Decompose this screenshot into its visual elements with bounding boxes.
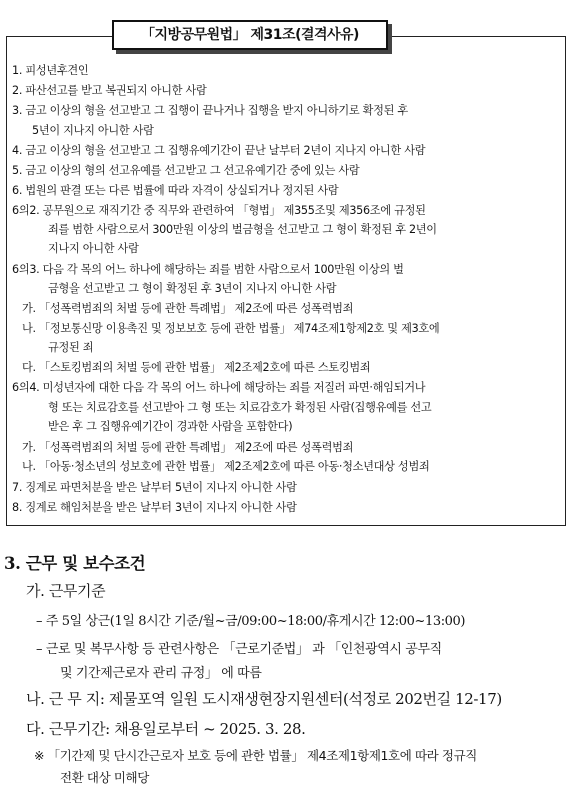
- section-heading: 3. 근무 및 보수조건: [4, 554, 146, 573]
- note-line: ※ 「기간제 및 단시간근로자 보호 등에 관한 법률」 제4조제1항제1호에 따라 정규직: [34, 748, 477, 763]
- box-line: 가. 「성폭력범죄의 처벌 등에 관한 특례법」 제2조에 따른 성폭력범죄: [22, 302, 354, 315]
- box-line: 7. 징계로 파면처분을 받은 날부터 5년이 지나지 아니한 사람: [12, 481, 297, 494]
- box-line: 4. 금고 이상의 형을 선고받고 그 집행유예기간이 끝난 날부터 2년이 지나지 아니한 사람: [12, 144, 426, 157]
- box-line: 1. 피성년후견인: [12, 64, 89, 77]
- box-line: 지나지 아니한 사람: [48, 242, 139, 255]
- box-line: 가. 「성폭력범죄의 처벌 등에 관한 특례법」 제2조에 따른 성폭력범죄: [22, 441, 354, 454]
- box-line: 8. 징계로 해임처분을 받은 날부터 3년이 지나지 아니한 사람: [12, 501, 297, 514]
- box-line: 5년이 지나지 아니한 사람: [32, 124, 154, 137]
- box-line: 나. 「아동·청소년의 성보호에 관한 법률」 제2조제2호에 따른 아동·청소년대상 성범죄: [22, 460, 430, 473]
- note-line-cont: 전환 대상 미해당: [60, 770, 149, 785]
- box-line: 6의4. 미성년자에 대한 다음 각 목의 어느 하나에 해당하는 죄를 저질러 파면·해임되거나: [12, 381, 426, 394]
- bullet-regulations-cont: 및 기간제근로자 관리 규정」 에 따름: [60, 666, 262, 681]
- subsection-ga: 가. 근무기준: [26, 582, 106, 600]
- box-line: 죄를 범한 사람으로서 300만원 이상의 벌금형을 선고받고 그 형이 확정된 후 2년이: [48, 223, 437, 236]
- subsection-da: 다. 근무기간: 채용일로부터 ~ 2025. 3. 28.: [26, 720, 306, 738]
- bullet-regulations: – 근로 및 복무사항 등 관련사항은 「근로기준법」 과 「인천광역시 공무직: [36, 642, 442, 657]
- box-line: 받은 후 그 집행유예기간이 경과한 사람을 포함한다): [48, 420, 293, 433]
- box-line: 2. 파산선고를 받고 복권되지 아니한 사람: [12, 84, 207, 97]
- box-line: 5. 금고 이상의 형의 선고유예를 선고받고 그 선고유예기간 중에 있는 사람: [12, 164, 360, 177]
- box-line: 6. 법원의 판결 또는 다른 법률에 따라 자격이 상실되거나 정지된 사람: [12, 184, 339, 197]
- box-line: 규정된 죄: [48, 341, 94, 354]
- box-line: 형 또는 치료감호를 선고받아 그 형 또는 치료감호가 확정된 사람(집행유예를 선고: [48, 401, 432, 414]
- box-line: 6의2. 공무원으로 재직기간 중 직무와 관련하여 「형법」 제355조및 제356조에 규정된: [12, 204, 426, 217]
- bullet-work-hours: – 주 5일 상근(1일 8시간 기준/월~금/09:00~18:00/휴게시간 12:00~13:00): [36, 614, 466, 629]
- subsection-na: 나. 근 무 지: 제물포역 일원 도시재생현장지원센터(석정로 202번길 12-17): [26, 690, 502, 708]
- box-line: 나. 「정보통신망 이용촉진 및 정보보호 등에 관한 법률」 제74조제1항제2호 및 제3호에: [22, 322, 440, 335]
- box-line: 다. 「스토킹범죄의 처벌 등에 관한 법률」 제2조제2호에 따른 스토킹범죄: [22, 361, 371, 374]
- box-line: 6의3. 다음 각 목의 어느 하나에 해당하는 죄를 범한 사람으로서 100만원 이상의 벌: [12, 263, 404, 276]
- box-line: 금형을 선고받고 그 형이 확정된 후 3년이 지나지 아니한 사람: [48, 282, 337, 295]
- box-line: 3. 금고 이상의 형을 선고받고 그 집행이 끝나거나 집행을 받지 아니하기로 확정된 후: [12, 104, 408, 117]
- box-title: 「지방공무원법」 제31조(결격사유): [112, 20, 388, 50]
